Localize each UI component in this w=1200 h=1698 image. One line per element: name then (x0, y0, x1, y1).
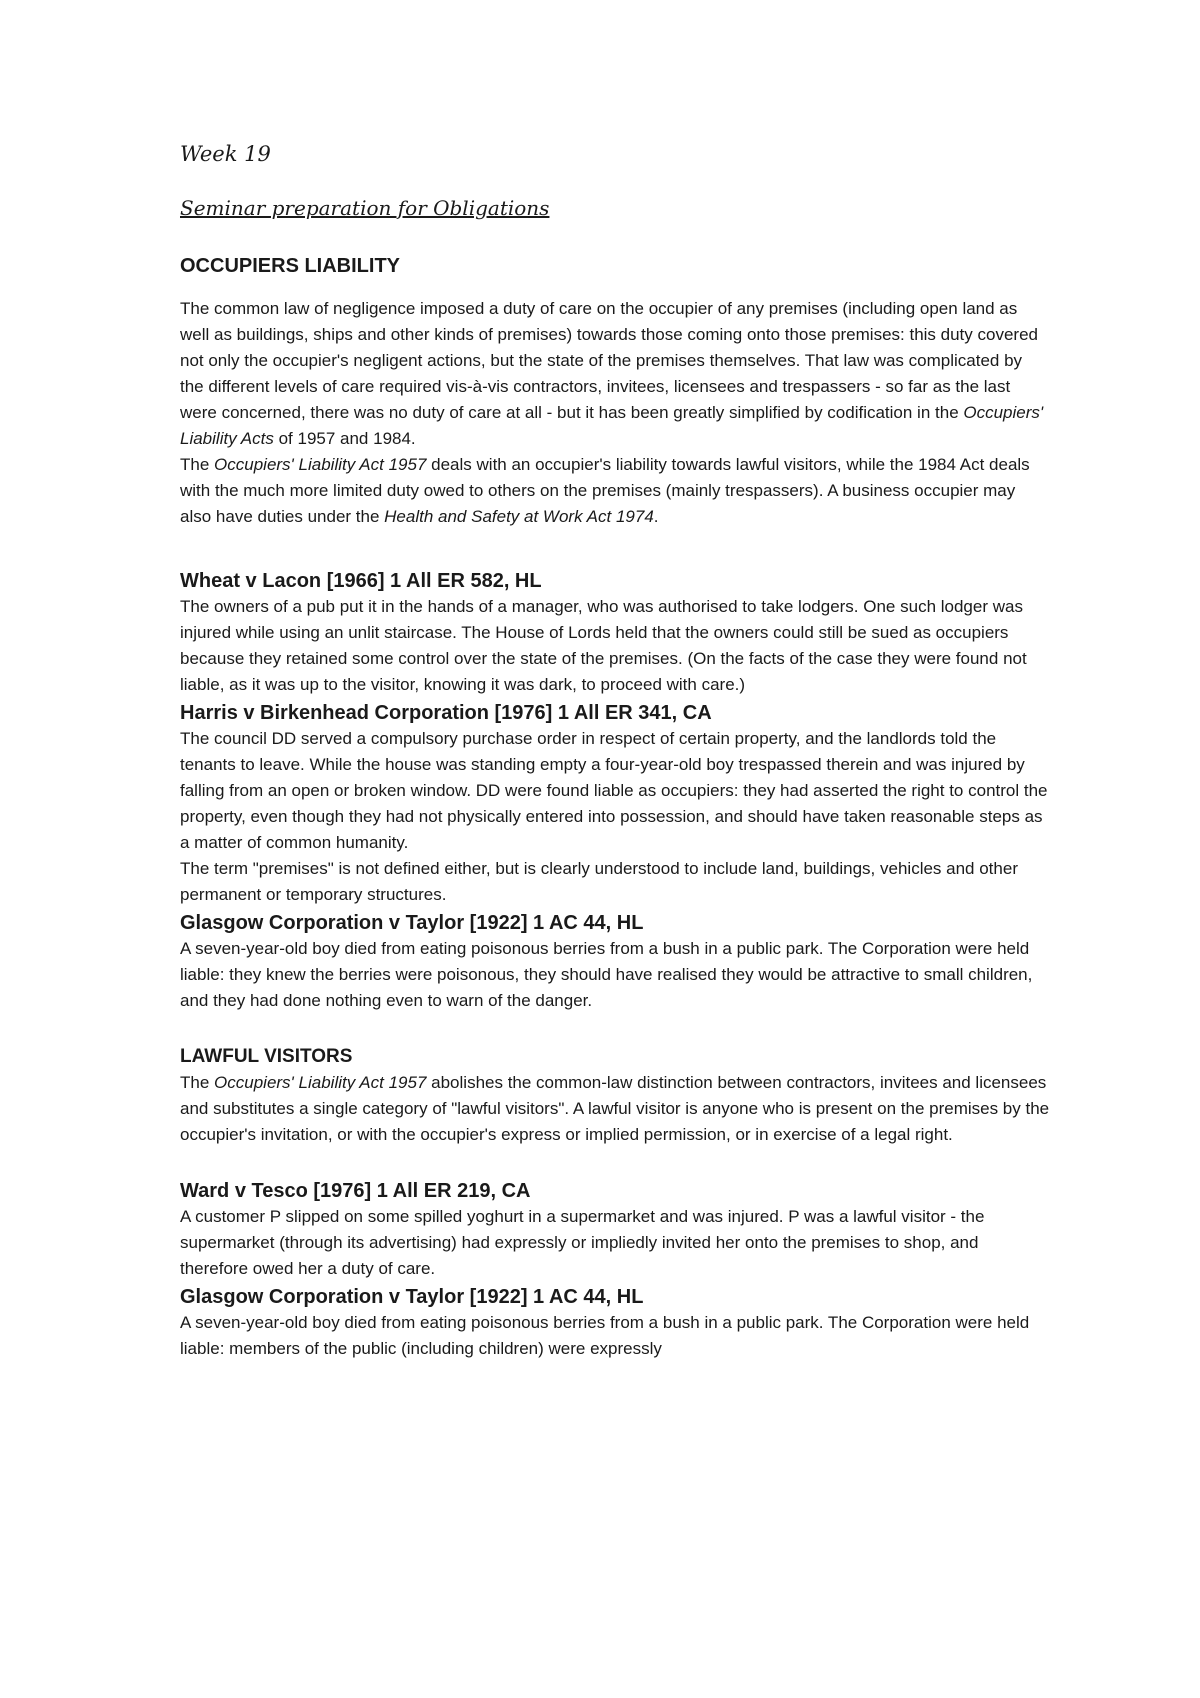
intro-p2-text-a: The (180, 455, 215, 474)
intro-p2-text-c: . (653, 507, 659, 526)
case-text: A seven-year-old boy died from eating poisonous berries from a bush in a public park. The Corporation were held liable: they knew the berries were poisonous, they should have realised they would be attractive to small children, and they had done nothing even to warn of the danger. (180, 939, 1033, 1010)
case-text-note: The term "premises" is not defined either, but is clearly understood to include land, buildings, vehicles and other permanent or temporary structures. (180, 859, 1018, 904)
week-label: Week 19 (180, 142, 271, 166)
document-page (180, 140, 1050, 1362)
case-heading: Harris v Birkenhead Corporation [1976] 1 All ER 341, CA (180, 702, 712, 724)
lawful-visitors-italic: Occupiers' Liability Act 1957 (214, 1073, 427, 1092)
document-title: OCCUPIERS LIABILITY (180, 255, 401, 277)
section-text (180, 1070, 1050, 1148)
intro-paragraph-2 (180, 452, 1050, 530)
case-text: A seven-year-old boy died from eating poisonous berries from a bush in a public park. The Corporation were held liable: members of the public (including children) were expressly (180, 1313, 1030, 1358)
case-text: A customer P slipped on some spilled yoghurt in a supermarket and was injured. P was a lawful visitor - the supermarket (through its advertising) had expressly or impliedly invited her onto the premises to shop, and therefore owed her a duty of care. (180, 1207, 985, 1278)
case-block-ward (180, 1178, 1050, 1282)
case-block-glasgow-2 (180, 1284, 1050, 1362)
case-heading: Glasgow Corporation v Taylor [1922] 1 AC 44, HL (180, 1286, 644, 1308)
case-text: The owners of a pub put it in the hands of a manager, who was authorised to take lodgers. One such lodger was injured while using an unlit staircase. The House of Lords held that the owners could still be sued as occupiers because they retained some control over the state of the premises. (On the facts of the case they were found not liable, as it was up to the visitor, knowing it was dark, to proceed with care.) (180, 597, 1027, 694)
intro-p2-text-b: deals with an occupier's liability towards lawful visitors, while the 1984 Act deals with the much more limited duty owed to others on the premises (mainly trespassers). A business occupier may also have duties under the (180, 455, 1030, 526)
intro-p2-italic-2: Health and Safety at Work Act 1974 (384, 507, 654, 526)
lawful-visitors-text-b: abolishes the common-law distinction between contractors, invitees and licensees and substitutes a single category of "lawful visitors". A lawful visitor is anyone who is present on the premises by the occupier's invitation, or with the occupier's express or implied permission, or in exercise of a legal right. (180, 1073, 1050, 1144)
case-block-wheat (180, 568, 1050, 698)
section-heading: LAWFUL VISITORS (180, 1046, 353, 1067)
case-block-harris (180, 700, 1050, 908)
intro-p2-italic-1: Occupiers' Liability Act 1957 (214, 455, 427, 474)
case-block-glasgow (180, 910, 1050, 1014)
lawful-visitors-text-a: The (180, 1073, 215, 1092)
intro-p1-text-b: of 1957 and 1984. (273, 429, 416, 448)
case-heading: Wheat v Lacon [1966] 1 All ER 582, HL (180, 570, 542, 592)
document-subtitle: Seminar preparation for Obligations (180, 196, 550, 220)
case-text: The council DD served a compulsory purchase order in respect of certain property, and the landlords told the tenants to leave. While the house was standing empty a four-year-old boy trespassed therein and was injured by falling from an open or broken window. DD were found liable as occupiers: they had asserted the right to control the property, even though they had not physically entered into possession, and should have taken reasonable steps as a matter of common humanity. (180, 729, 1048, 852)
intro-p1-italic: Occupiers' Liability Acts (180, 403, 1044, 448)
case-heading: Ward v Tesco [1976] 1 All ER 219, CA (180, 1180, 531, 1202)
intro-paragraph-1 (180, 296, 1050, 452)
lawful-visitors-section (180, 1044, 1050, 1148)
case-heading: Glasgow Corporation v Taylor [1922] 1 AC 44, HL (180, 912, 644, 934)
intro-p1-text-a: The common law of negligence imposed a duty of care on the occupier of any premises (including open land as well as buildings, ships and other kinds of premises) towards those coming onto those premises: this duty covered not only the occupier's negligent actions, but the state of the premises themselves. That law was complicated by the different levels of care required vis-à-vis contractors, invitees, licensees and trespassers - so far as the last were concerned, there was no duty of care at all - but it has been greatly simplified by codification in the (180, 299, 1038, 422)
